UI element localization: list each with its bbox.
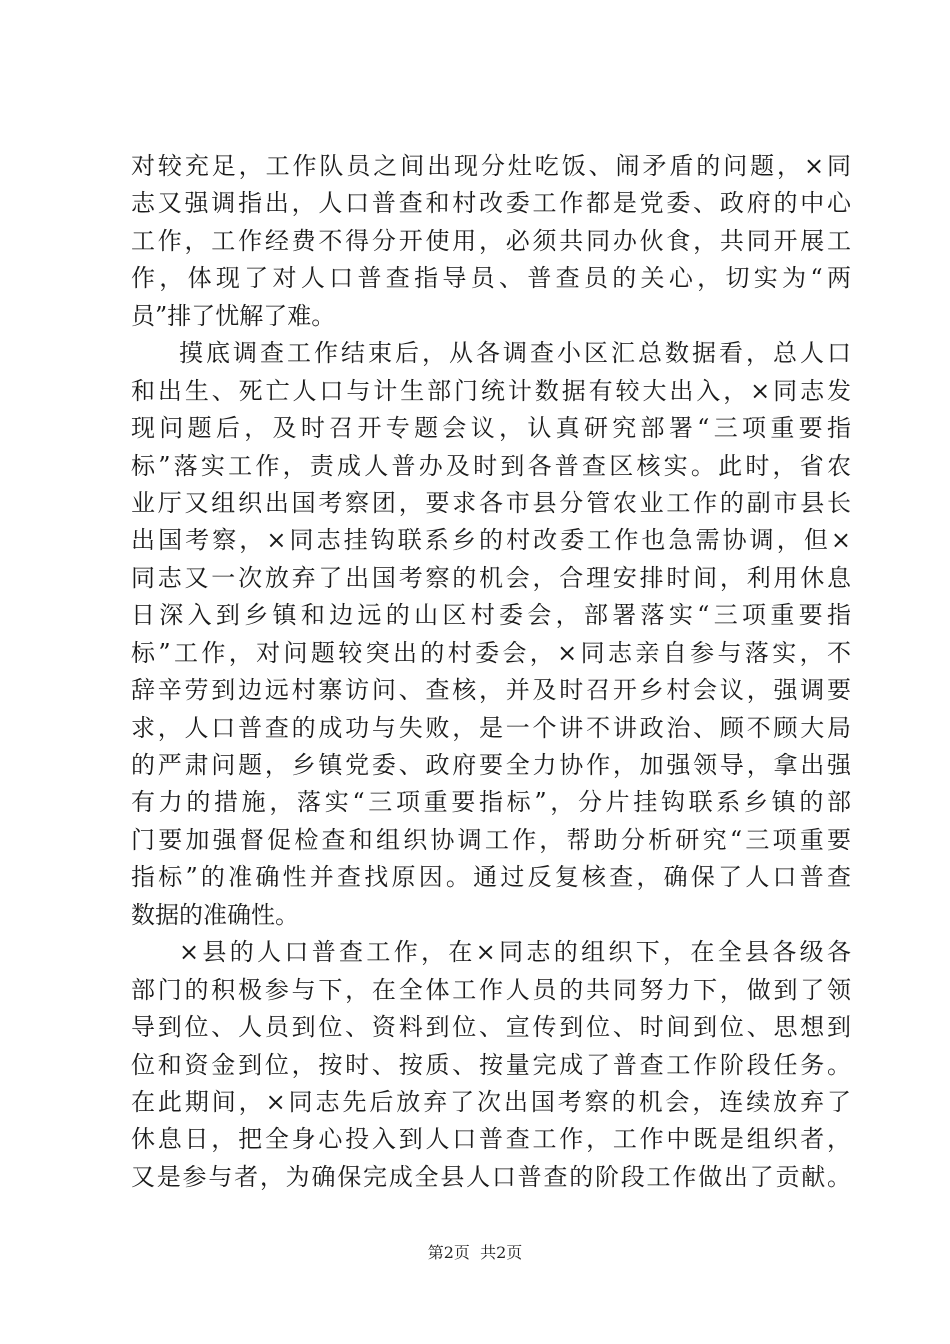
text-line: 标”落实工作，责成人普办及时到各普查区核实。此时，省农 — [131, 451, 851, 480]
text-line: 休息日，把全身心投入到人口普查工作，工作中既是组织者， — [131, 1125, 851, 1154]
paragraph — [131, 148, 851, 335]
text-line: 标”工作，对问题较突出的村委会，×同志亲自参与落实，不 — [131, 638, 851, 667]
text-line: 工作，工作经费不得分开使用，必须共同办伙食，共同开展工 — [131, 226, 851, 255]
text-line: 的严肃问题，乡镇党委、政府要全力协作，加强领导，拿出强 — [131, 751, 851, 779]
text-line: 又是参与者，为确保完成全县人口普查的阶段工作做出了贡献。 — [131, 1162, 851, 1191]
text-line: 门要加强督促检查和组织协调工作，帮助分析研究“三项重要 — [131, 825, 851, 854]
page-number-label: 第2页 共2页 — [427, 1243, 523, 1262]
text-line: 求，人口普查的成功与失败，是一个讲不讲政治、顾不顾大局 — [131, 713, 851, 742]
text-line: 现问题后，及时召开专题会议，认真研究部署“三项重要指 — [131, 414, 851, 443]
paragraph — [131, 934, 851, 1196]
document-body — [131, 148, 851, 1196]
text-line: 指标”的准确性并查找原因。通过反复核查，确保了人口普查 — [131, 863, 851, 892]
text-line: 有力的措施，落实“三项重要指标”，分片挂钩联系乡镇的部 — [131, 788, 851, 817]
text-line: 数据的准确性。 — [131, 900, 299, 929]
text-line: 在此期间，×同志先后放弃了次出国考察的机会，连续放弃了 — [131, 1087, 851, 1116]
text-line: 作，体现了对人口普查指导员、普查员的关心，切实为“两 — [131, 264, 851, 293]
text-line: 志又强调指出，人口普查和村改委工作都是党委、政府的中心 — [131, 189, 851, 218]
text-line: 部门的积极参与下，在全体工作人员的共同努力下，做到了领 — [131, 975, 851, 1004]
text-line: ×县的人口普查工作，在×同志的组织下，在全县各级各 — [179, 938, 851, 967]
text-line: 辞辛劳到边远村寨访问、查核，并及时召开乡村会议，强调要 — [131, 676, 851, 705]
text-line: 对较充足，工作队员之间出现分灶吃饭、闹矛盾的问题，×同 — [131, 152, 851, 180]
text-line: 业厅又组织出国考察团，要求各市县分管农业工作的副市县长 — [131, 488, 851, 517]
paragraph — [131, 335, 851, 934]
text-line: 员”排了忧解了难。 — [131, 301, 336, 330]
text-line: 摸底调查工作结束后，从各调查小区汇总数据看，总人口 — [179, 339, 851, 368]
page-footer — [0, 1243, 950, 1263]
text-line: 导到位、人员到位、资料到位、宣传到位、时间到位、思想到 — [131, 1013, 851, 1042]
text-line: 同志又一次放弃了出国考察的机会，合理安排时间，利用休息 — [131, 563, 851, 592]
text-line: 出国考察，×同志挂钩联系乡的村改委工作也急需协调，但× — [131, 526, 851, 555]
text-line: 和出生、死亡人口与计生部门统计数据有较大出入，×同志发 — [131, 376, 851, 405]
text-line: 日深入到乡镇和边远的山区村委会，部署落实“三项重要指 — [131, 601, 851, 630]
text-line: 位和资金到位，按时、按质、按量完成了普查工作阶段任务。 — [131, 1050, 851, 1079]
